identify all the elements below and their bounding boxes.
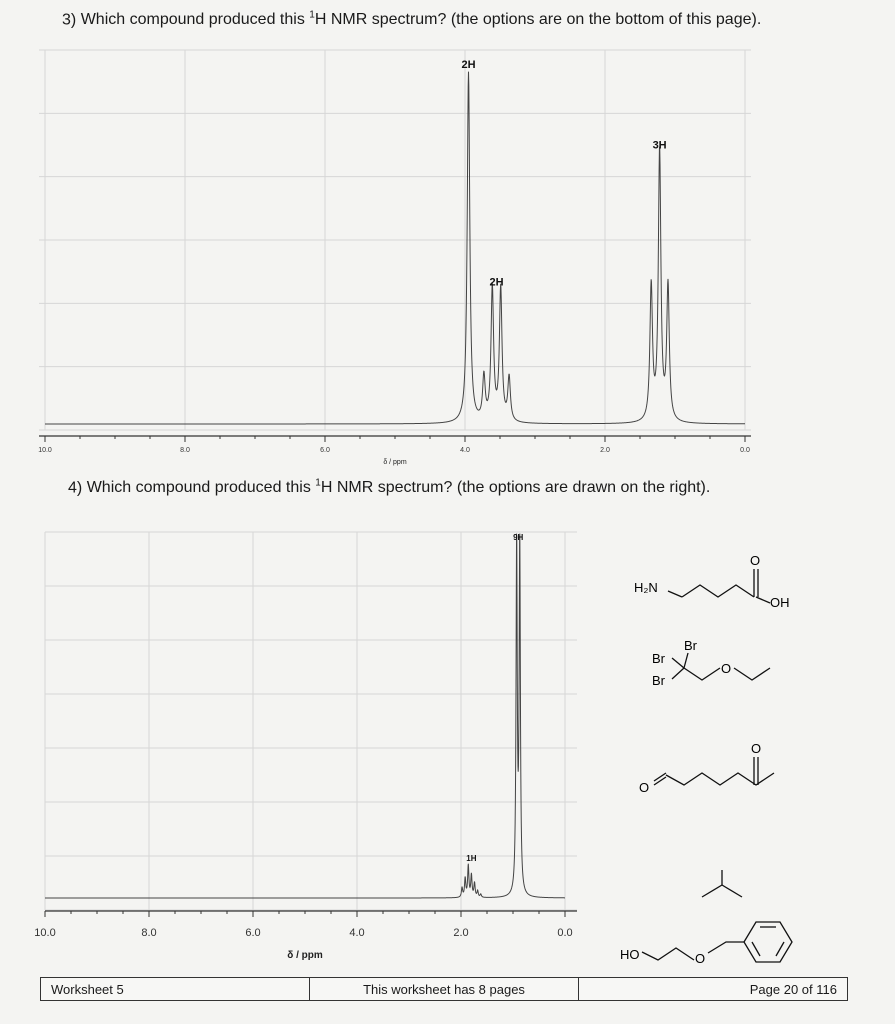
spec3-tick-label-2: 6.0 — [320, 447, 330, 454]
q3-sup: 1 — [309, 10, 315, 21]
s1-nh2-label: H₂N — [634, 580, 658, 595]
spec3-peak-label-0: 2H — [461, 59, 476, 71]
structure-keto-aldehyde — [654, 757, 774, 785]
spec4-tick-label-4: 2.0 — [453, 927, 469, 939]
question-3 — [62, 10, 761, 29]
s5-o-label: O — [695, 951, 706, 966]
s2-o-label: O — [721, 661, 732, 676]
nmr-spectrum-4 — [0, 510, 600, 970]
q4-text-before: Which compound produced this — [86, 479, 316, 497]
s3-o-label-1: O — [639, 780, 650, 795]
spec3-tick-label-1: 8.0 — [180, 447, 190, 454]
spec3-tick-label-5: 0.0 — [740, 447, 750, 454]
s2-br-label-1: Br — [652, 651, 665, 666]
structure-benzyloxyethanol — [642, 922, 792, 962]
spec4-tick-label-2: 6.0 — [245, 927, 261, 939]
spec4-x-label: δ / ppm — [287, 950, 323, 961]
question-4-text — [87, 479, 711, 496]
spec3-tick-label-4: 2.0 — [600, 447, 610, 454]
spec4-peak-label-0: 9H — [513, 533, 524, 542]
s5-ho-label: HO — [620, 947, 640, 962]
spec3-peak-label-1: 2H — [489, 276, 504, 289]
s2-br-label-3: Br — [652, 673, 665, 688]
spec4-spectrum-trace — [45, 534, 565, 898]
s1-oh-label: OH — [770, 595, 790, 610]
structure-isobutane — [702, 870, 742, 897]
spec4-peak-label-1: 1H — [466, 854, 477, 864]
question-4-number: 4) — [68, 479, 83, 497]
spec3-tick-label-3: 4.0 — [460, 447, 470, 454]
s3-o-label-2: O — [751, 741, 762, 756]
structure-options — [610, 545, 870, 975]
spec4-grid — [45, 532, 577, 910]
q4-text-after: H NMR spectrum? (the options are drawn on the right). — [320, 479, 711, 497]
spec3-x-label: δ / ppm — [383, 459, 407, 466]
spec3-grid — [39, 50, 751, 430]
q4-sup: 1 — [315, 478, 321, 489]
structure-aminobutanoic-acid — [668, 569, 770, 603]
q3-text-after: H NMR spectrum? (the options are on the bottom of this page). — [314, 11, 762, 29]
page-footer — [40, 977, 848, 1001]
spec4-tick-label-0: 10.0 — [34, 927, 56, 939]
spec4-tick-label-5: 0.0 — [557, 927, 573, 939]
footer-page-number: Page 20 of 116 — [749, 981, 837, 997]
footer-page-count: This worksheet has 8 pages — [310, 978, 579, 1000]
q3-text-before: Which compound produced this — [80, 11, 310, 29]
question-3-text — [81, 11, 762, 28]
spec3-spectrum-trace — [45, 72, 745, 424]
spec3-tick-label-0: 10.0 — [38, 447, 52, 454]
footer-worksheet: Worksheet 5 — [41, 978, 310, 1000]
nmr-spectrum-3 — [0, 40, 895, 470]
spec4-tick-label-3: 4.0 — [349, 927, 365, 939]
s1-o-label: O — [750, 553, 761, 568]
spec4-tick-label-1: 8.0 — [141, 927, 157, 939]
question-4 — [68, 478, 710, 497]
question-3-number: 3) — [62, 11, 77, 29]
s2-br-label-2: Br — [684, 638, 697, 653]
spec3-peak-label-2: 3H — [652, 139, 667, 152]
